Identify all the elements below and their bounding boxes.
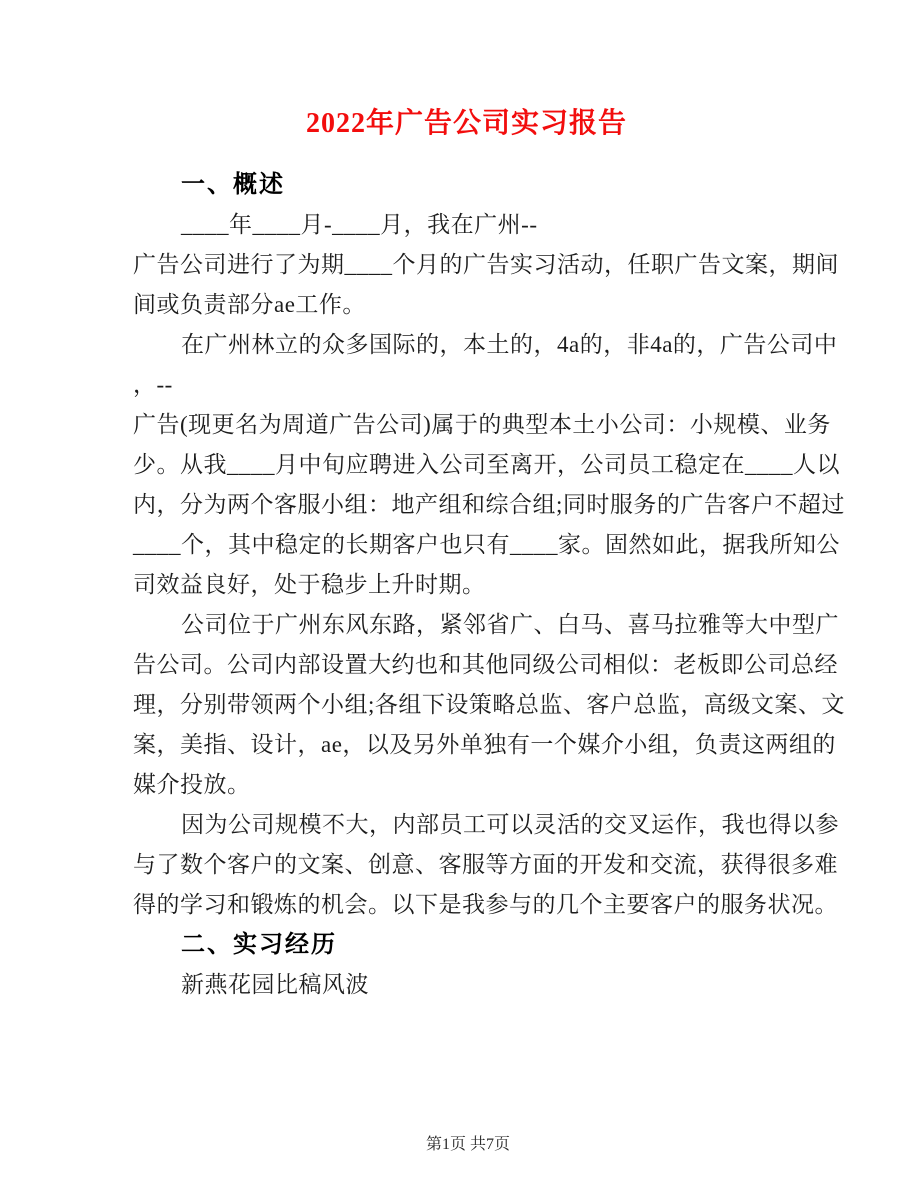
section-heading: 一、概述 — [181, 172, 285, 198]
body-line: 因为公司规模不大，内部员工可以灵活的交叉运作，我也得以参 — [181, 812, 839, 837]
body-line: 内，分为两个客服小组：地产组和综合组;同时服务的广告客户不超过 — [133, 492, 845, 517]
body-line: ____年____月-____月，我在广州-- — [181, 212, 538, 237]
document-body — [133, 165, 845, 1005]
body-line: 新燕花园比稿风波 — [181, 972, 369, 997]
body-line: 在广州林立的众多国际的，本土的，4a的，非4a的，广告公司中 — [181, 332, 838, 357]
body-line: 理，分别带领两个小组;各组下设策略总监、客户总监，高级文案、文 — [133, 692, 845, 717]
body-line: 公司位于广州东风东路，紧邻省广、白马、喜马拉雅等大中型广 — [181, 612, 839, 637]
body-line: 告公司。公司内部设置大约也和其他同级公司相似：老板即公司总经 — [133, 652, 838, 677]
document-content — [133, 0, 845, 1005]
body-line: 间或负责部分ae工作。 — [133, 292, 366, 317]
body-line: 案，美指、设计，ae，以及另外单独有一个媒介小组，负责这两组的 — [133, 732, 836, 757]
body-line: 司效益良好，处于稳步上升时期。 — [133, 572, 486, 597]
body-line: 媒介投放。 — [133, 772, 251, 797]
body-line: ，-- — [133, 372, 173, 397]
body-line: 少。从我____月中旬应聘进入公司至离开，公司员工稳定在____人以 — [133, 452, 840, 477]
body-line: 与了数个客户的文案、创意、客服等方面的开发和交流，获得很多难 — [133, 852, 838, 877]
body-line: ____个，其中稳定的长期客户也只有____家。固然如此，据我所知公 — [133, 532, 840, 557]
page-number-label: 第1页 共7页 — [425, 1136, 510, 1153]
page-footer — [0, 1106, 920, 1153]
body-line: 广告公司进行了为期____个月的广告实习活动，任职广告文案，期间 — [133, 252, 839, 277]
section-heading: 二、实习经历 — [181, 932, 337, 958]
body-line: 得的学习和锻炼的机会。以下是我参与的几个主要客户的服务状况。 — [133, 892, 838, 917]
body-line: 广告(现更名为周道广告公司)属于的典型本土小公司：小规模、业务 — [133, 412, 831, 437]
document-title: 2022年广告公司实习报告 — [305, 108, 627, 139]
